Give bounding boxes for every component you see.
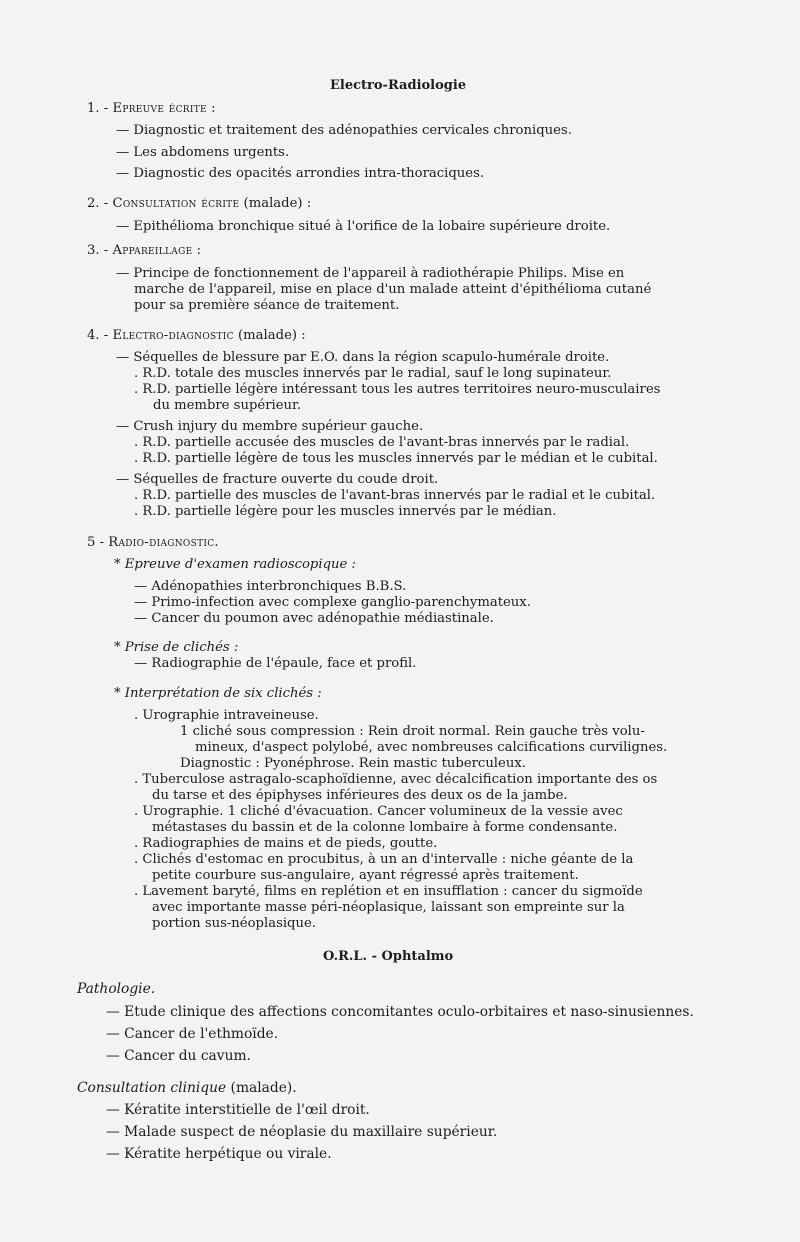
subheading: * Prise de clichés :	[114, 640, 239, 655]
item-3-heading: 3. - Appareillage :	[87, 243, 202, 258]
line: . Clichés d'estomac en procubitus, à un an d'intervalle : niche géante de la	[134, 852, 634, 867]
line: portion sus-néoplasique.	[152, 916, 316, 931]
line: — Séquelles de fracture ouverte du coude droit.	[116, 472, 439, 487]
line: . R.D. partielle légère pour les muscles innervés par le médian.	[134, 504, 557, 519]
line: — Diagnostic des opacités arrondies intra-thoraciques.	[116, 166, 485, 181]
item-2-heading: 2. - Consultation écrite (malade) :	[87, 196, 312, 211]
line: — Crush injury du membre supérieur gauche.	[116, 419, 424, 434]
section-title-orl-ophtalmo: O.R.L. - Ophtalmo	[323, 949, 454, 964]
line: du tarse et des épiphyses inférieures des deux os de la jambe.	[152, 788, 568, 803]
line: — Diagnostic et traitement des adénopathies cervicales chroniques.	[116, 123, 572, 138]
line: . R.D. partielle légère intéressant tous les autres territoires neuro-musculaires	[134, 382, 661, 397]
pathologie-heading: Pathologie.	[77, 981, 156, 997]
consultation-heading: Consultation clinique (malade).	[77, 1080, 297, 1096]
line: . R.D. partielle des muscles de l'avant-bras innervés par le radial et le cubital.	[134, 488, 656, 503]
line: — Radiographie de l'épaule, face et profil.	[134, 656, 417, 671]
line: avec importante masse péri-néoplasique, laissant son empreinte sur la	[152, 900, 625, 915]
line: — Kératite herpétique ou virale.	[106, 1146, 332, 1162]
line: 1 cliché sous compression : Rein droit normal. Rein gauche très volu-	[180, 724, 645, 739]
line: . R.D. totale des muscles innervés par le radial, sauf le long supinateur.	[134, 366, 612, 381]
line: Diagnostic : Pyonéphrose. Rein mastic tuberculeux.	[180, 756, 526, 771]
item-1-heading: 1. - Epreuve écrite :	[87, 101, 216, 116]
line: . Urographie intraveineuse.	[134, 708, 319, 723]
line: — Séquelles de blessure par E.O. dans la région scapulo-humérale droite.	[116, 350, 610, 365]
subheading: * Interprétation de six clichés :	[114, 686, 322, 701]
line: du membre supérieur.	[153, 398, 302, 413]
line: . R.D. partielle légère de tous les muscles innervés par le médian et le cubital.	[134, 451, 658, 466]
line: marche de l'appareil, mise en place d'un malade atteint d'épithélioma cutané	[134, 282, 652, 297]
subheading: * Epreuve d'examen radioscopique :	[114, 557, 356, 572]
line: — Cancer du poumon avec adénopathie médiastinale.	[134, 611, 494, 626]
line: — Epithélioma bronchique situé à l'orifice de la lobaire supérieure droite.	[116, 219, 611, 234]
line: . Radiographies de mains et de pieds, goutte.	[134, 836, 438, 851]
line: . Lavement baryté, films en replétion et en insufflation : cancer du sigmoïde	[134, 884, 643, 899]
line: — Malade suspect de néoplasie du maxillaire supérieur.	[106, 1124, 498, 1140]
line: . R.D. partielle accusée des muscles de l'avant-bras innervés par le radial.	[134, 435, 630, 450]
line: mineux, d'aspect polylobé, avec nombreuses calcifications curvilignes.	[195, 740, 668, 755]
item-5-heading: 5 - Radio-diagnostic.	[87, 535, 219, 550]
section-title-electro-radiologie: Electro-Radiologie	[330, 78, 467, 93]
line: pour sa première séance de traitement.	[134, 298, 400, 313]
line: — Cancer de l'ethmoïde.	[106, 1026, 279, 1042]
line: — Primo-infection avec complexe ganglio-parenchymateux.	[134, 595, 531, 610]
item-4-heading: 4. - Electro-diagnostic (malade) :	[87, 328, 306, 343]
line: . Urographie. 1 cliché d'évacuation. Cancer volumineux de la vessie avec	[134, 804, 623, 819]
line: petite courbure sus-angulaire, ayant régressé après traitement.	[152, 868, 579, 883]
line: — Les abdomens urgents.	[116, 145, 290, 160]
line: — Kératite interstitielle de l'œil droit.	[106, 1102, 370, 1118]
line: — Principe de fonctionnement de l'appareil à radiothérapie Philips. Mise en	[116, 266, 625, 281]
line: — Cancer du cavum.	[106, 1048, 251, 1064]
line: — Etude clinique des affections concomitantes oculo-orbitaires et naso-sinusiennes.	[106, 1004, 694, 1020]
line: métastases du bassin et de la colonne lombaire à forme condensante.	[152, 820, 618, 835]
line: — Adénopathies interbronchiques B.B.S.	[134, 579, 407, 594]
line: . Tuberculose astragalo-scaphoïdienne, avec décalcification importante des os	[134, 772, 658, 787]
